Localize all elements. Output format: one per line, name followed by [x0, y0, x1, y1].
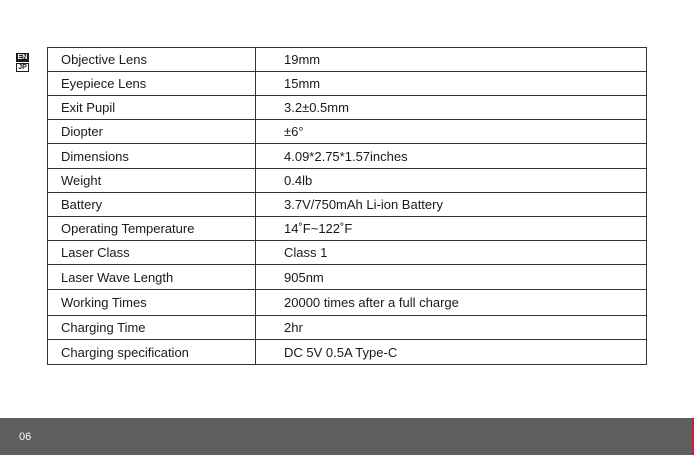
spec-label: Charging specification: [48, 340, 256, 365]
table-row: [48, 96, 647, 120]
spec-value: 20000 times after a full charge: [256, 290, 647, 316]
spec-value: 4.09*2.75*1.57inches: [256, 144, 647, 169]
spec-label: Diopter: [48, 120, 256, 144]
spec-label: Weight: [48, 169, 256, 193]
language-tag-jp[interactable]: JP: [16, 63, 29, 72]
table-row: [48, 72, 647, 96]
table-row: [48, 144, 647, 169]
page-number: 06: [19, 431, 32, 443]
spec-label: Objective Lens: [48, 48, 256, 72]
spec-label: Laser Wave Length: [48, 265, 256, 290]
spec-value: 3.2±0.5mm: [256, 96, 647, 120]
spec-value: 14˚F~122˚F: [256, 217, 647, 241]
spec-label: Laser Class: [48, 241, 256, 265]
footer-bar: [0, 418, 692, 455]
spec-value: DC 5V 0.5A Type-C: [256, 340, 647, 365]
spec-label: Exit Pupil: [48, 96, 256, 120]
specifications-table: [47, 47, 647, 365]
spec-label: Working Times: [48, 290, 256, 316]
table-row: [48, 316, 647, 340]
table-row: [48, 241, 647, 265]
language-selector: [16, 53, 29, 72]
table-row: [48, 290, 647, 316]
spec-value: 0.4lb: [256, 169, 647, 193]
spec-value: 19mm: [256, 48, 647, 72]
spec-value: 2hr: [256, 316, 647, 340]
language-tag-en[interactable]: EN: [17, 54, 28, 61]
table-row: [48, 217, 647, 241]
spec-value: 15mm: [256, 72, 647, 96]
spec-value: 3.7V/750mAh Li-ion Battery: [256, 193, 647, 217]
spec-label: Eyepiece Lens: [48, 72, 256, 96]
spec-label: Charging Time: [48, 316, 256, 340]
spec-value: 905nm: [256, 265, 647, 290]
table-row: [48, 265, 647, 290]
table-row: [48, 169, 647, 193]
table-row: [48, 48, 647, 72]
spec-label: Battery: [48, 193, 256, 217]
spec-label: Dimensions: [48, 144, 256, 169]
spec-value: Class 1: [256, 241, 647, 265]
spec-value: ±6°: [256, 120, 647, 144]
table-row: [48, 340, 647, 365]
table-row: [48, 193, 647, 217]
table-row: [48, 120, 647, 144]
spec-label: Operating Temperature: [48, 217, 256, 241]
